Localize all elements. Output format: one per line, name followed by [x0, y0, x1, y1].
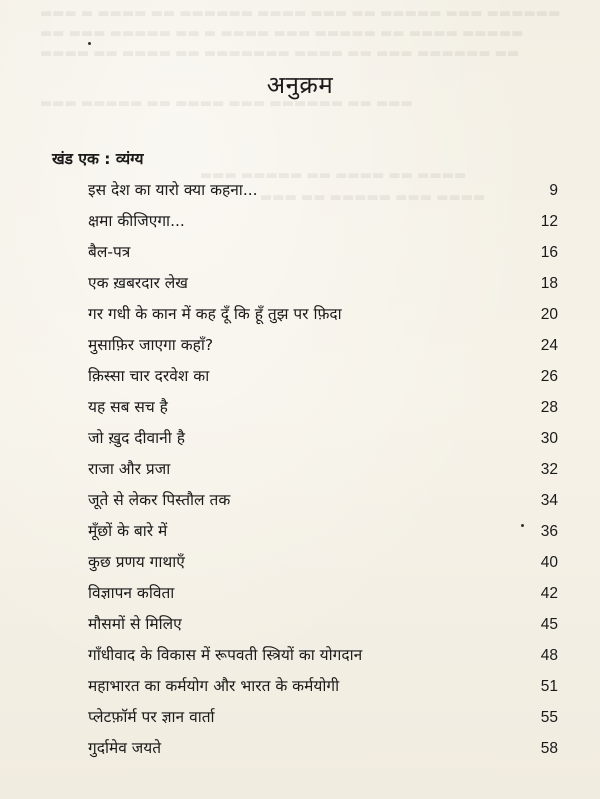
- toc-entry: [88, 736, 558, 767]
- toc-entry-title: गुर्दामेव जयते: [88, 739, 162, 757]
- toc-entry-page: 48: [540, 647, 558, 664]
- toc-entry-page: 36: [540, 523, 558, 540]
- toc-entry-page: 12: [540, 213, 558, 230]
- section-heading: खंड एक : व्यंग्य: [52, 150, 144, 168]
- toc-entry: [88, 364, 558, 395]
- toc-entry-title: मूँछों के बारे में: [88, 522, 168, 540]
- toc-entry-page: 42: [540, 585, 558, 602]
- toc-entry: [88, 550, 558, 581]
- toc-entry: [88, 643, 558, 674]
- toc-entry-page: 51: [540, 678, 558, 695]
- bleed-through-text: ▬▬▬ ▬▬▬▬▬ ▬▬ ▬▬▬▬ ▬▬▬ ▬▬▬▬▬▬ ▬▬ ▬▬▬: [40, 96, 413, 111]
- toc-entry-page: 32: [540, 461, 558, 478]
- toc-entry: [88, 488, 558, 519]
- toc-entry-title: इस देश का यारो क्या कहना...: [88, 181, 258, 199]
- toc-entry: [88, 581, 558, 612]
- toc-entry-title: एक ख़बरदार लेख: [88, 274, 188, 292]
- toc-entry: [88, 457, 558, 488]
- toc-entry: [88, 240, 558, 271]
- toc-entry-page: 24: [540, 337, 558, 354]
- toc-entry-title: मौसमों से मिलिए: [88, 615, 182, 633]
- toc-entry: [88, 674, 558, 705]
- table-of-contents: [88, 178, 558, 767]
- toc-entry-title: जो ख़ुद दीवानी है: [88, 429, 185, 447]
- bleed-through-text: ▬▬▬ ▬▬▬▬▬ ▬▬ ▬▬▬▬ ▬▬ ▬▬▬▬: [200, 168, 467, 183]
- toc-entry-title: कुछ प्रणय गाथाएँ: [88, 553, 185, 571]
- toc-entry: [88, 271, 558, 302]
- toc-entry-title: महाभारत का कर्मयोग और भारत के कर्मयोगी: [88, 677, 340, 695]
- toc-entry-title: यह सब सच है: [88, 398, 168, 416]
- toc-entry-title: गर गधी के कान में कह दूँ कि हूँ तुझ पर फ़िदा: [88, 305, 342, 323]
- page-title: अनुक्रम: [266, 71, 334, 99]
- toc-entry-title: क़िस्सा चार दरवेश का: [88, 367, 210, 385]
- ink-speck: [88, 42, 91, 45]
- toc-entry: [88, 612, 558, 643]
- toc-entry-title: क्षमा कीजिएगा...: [88, 212, 185, 230]
- toc-entry-page: 55: [540, 709, 558, 726]
- toc-entry: [88, 302, 558, 333]
- toc-entry-page: 28: [540, 399, 558, 416]
- toc-entry: [88, 395, 558, 426]
- toc-entry: [88, 519, 558, 550]
- bleed-through-text: ▬▬ ▬▬▬ ▬▬▬▬▬ ▬▬ ▬ ▬▬▬▬ ▬▬▬ ▬▬▬▬▬ ▬▬ ▬▬▬▬ ▬▬▬▬▬: [40, 26, 524, 41]
- bleed-through-text: ▬▬▬▬ ▬▬ ▬▬▬▬ ▬▬ ▬▬▬▬▬▬▬ ▬▬▬▬ ▬▬ ▬▬▬ ▬▬▬▬▬▬ ▬▬: [40, 46, 520, 61]
- toc-entry-page: 9: [549, 182, 558, 199]
- toc-entry-page: 45: [540, 616, 558, 633]
- toc-entry-title: प्लेटफ़ॉर्म पर ज्ञान वार्ता: [88, 708, 215, 726]
- toc-entry-title: गाँधीवाद के विकास में रूपवती स्त्रियों का योगदान: [88, 646, 363, 664]
- toc-entry-title: बैल-पत्र: [88, 243, 131, 261]
- toc-entry: [88, 705, 558, 736]
- toc-entry-page: 18: [540, 275, 558, 292]
- toc-entry: [88, 178, 558, 209]
- toc-entry-title: जूते से लेकर पिस्तौल तक: [88, 491, 231, 509]
- toc-entry-page: 20: [540, 306, 558, 323]
- toc-entry-title: विज्ञापन कविता: [88, 584, 175, 602]
- toc-entry-page: 16: [540, 244, 558, 261]
- toc-entry-page: 40: [540, 554, 558, 571]
- bleed-through-text: ▬▬▬ ▬▬ ▬▬▬▬▬ ▬▬▬ ▬▬▬▬: [260, 190, 486, 205]
- toc-entry-title: राजा और प्रजा: [88, 460, 171, 478]
- toc-entry-page: 58: [540, 740, 558, 757]
- bleed-through-text: ▬▬▬ ▬ ▬▬▬▬ ▬▬ ▬▬▬▬▬▬ ▬▬▬▬ ▬▬▬ ▬▬ ▬▬▬▬▬ ▬▬▬ ▬▬▬▬▬▬: [40, 6, 560, 21]
- toc-entry: [88, 209, 558, 240]
- toc-entry: [88, 426, 558, 457]
- toc-entry-page: 26: [540, 368, 558, 385]
- toc-entry-page: 30: [540, 430, 558, 447]
- toc-entry: [88, 333, 558, 364]
- toc-entry-title: मुसाफ़िर जाएगा कहाँ?: [88, 336, 214, 354]
- toc-entry-page: 34: [540, 492, 558, 509]
